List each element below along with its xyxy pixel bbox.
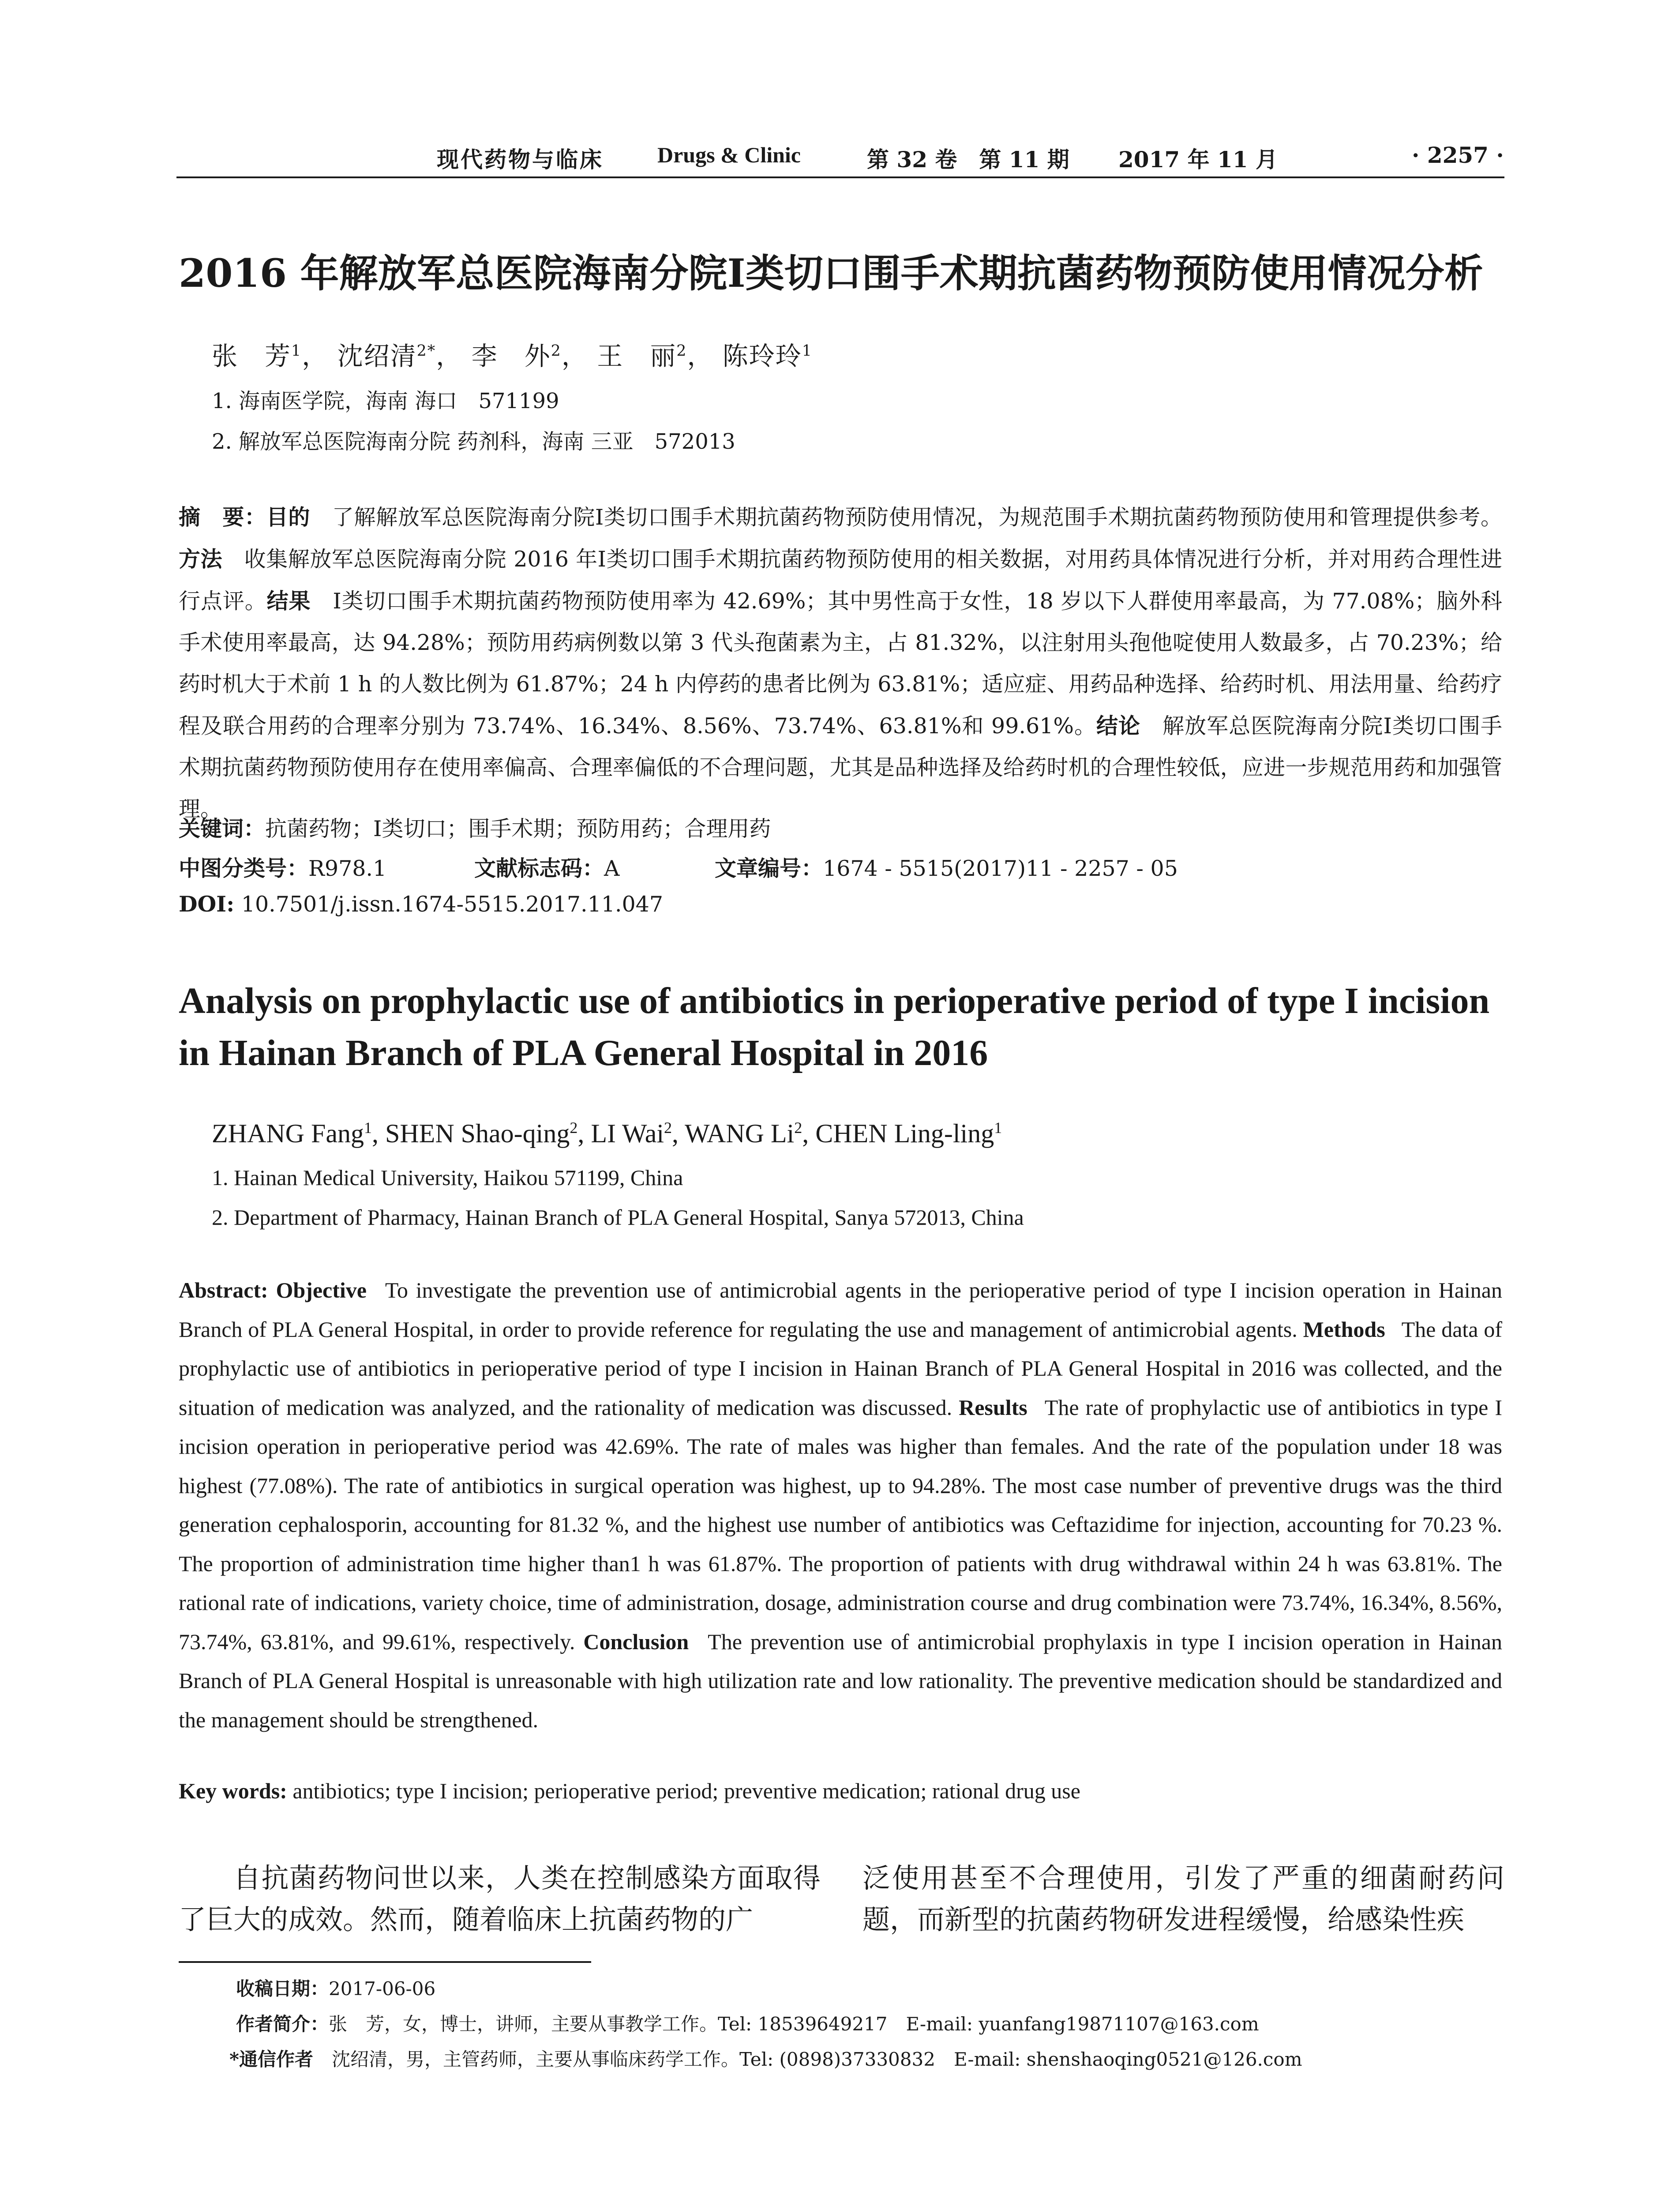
author-name: CHEN Ling-ling xyxy=(815,1119,994,1148)
document-code xyxy=(474,852,619,882)
results-label: 结果 xyxy=(266,588,311,614)
author-affil-mark: 1 xyxy=(802,342,813,360)
author-bio-text: 张 芳，女，博士，讲师，主要从事教学工作。Tel: 18539649217 E-mail: yuanfang19871107@163.com xyxy=(329,2013,1259,2035)
article-title-cn: 2016 年解放军总医院海南分院Ⅰ类切口围手术期抗菌药物预防使用情况分析 xyxy=(179,250,1483,296)
results-text-en: The rate of prophylactic use of antibiotics in type I incision operation in perioperative period was 42.69%. The rate of males was higher than females. And the rate of the population under 18 was highest (77.08%). The rate of antibiotics in surgical operation was highest, up to 94.28%. The most case number of preventive drugs was the third generation cephalosporin, accounting for 81.32 %, and the highest use number of antibiotics was Ceftazidime for injection, accounting for 70.23 %. The proportion of administration time higher than1 h was 61.87%. The proportion of patients with drug withdrawal within 24 h was 63.81%. The rational rate of indications, variety choice, time of administration, dosage, administration course and drug combination were 73.74%, 16.34%, 8.56%, 73.74%, 63.81%, and 99.61%, respectively. xyxy=(179,1395,1502,1654)
corresponding-text: 沈绍清，男，主管药师，主要从事临床药学工作。Tel: (0898)37330832 E-mail: shenshaoqing0521@126.com xyxy=(331,2048,1302,2070)
affiliation-cn-2: 2. 解放军总医院海南分院 药剂科，海南 三亚 572013 xyxy=(212,429,735,454)
affiliation-en-1: 1. Hainan Medical University, Haikou 571199, China xyxy=(212,1165,683,1190)
author-affil-mark: 1 xyxy=(291,342,302,360)
volume-issue: 第 32 卷 第 11 期 xyxy=(867,146,1069,173)
abstract-label: 摘 要： xyxy=(179,504,266,530)
author-affil-mark: 2 xyxy=(570,1119,578,1137)
doi xyxy=(179,891,663,917)
author-name: ZHANG Fang xyxy=(212,1119,364,1148)
results-text: Ⅰ类切口围手术期抗菌药物预防使用率为 42.69%；其中男性高于女性，18 岁以下人群使用率最高，为 77.08%；脑外科手术使用率最高，达 94.28%；预防用药病例数以第 3 代头孢菌素为主，占 81.32%，以注射用头孢他啶使用人数最多，占 70.23%；给药时机大于术前 1 h 的人数比例为 61.87%；24 h 内停药的患者比例为 63.81%；适应症、用药品种选择、给药时机、用法用量、给药疗程及联合用药的合理率分别为 73.74%、16.34%、8.56%、73.74%、63.81%和 99.61%。 xyxy=(179,589,1502,739)
conclusion-label-en: Conclusion xyxy=(583,1629,689,1654)
author-affil-mark: 2 xyxy=(676,342,687,360)
doc-label: 文献标志码： xyxy=(474,855,604,881)
author-affil-mark: 2* xyxy=(416,342,436,360)
body-column-1: 自抗菌药物问世以来，人类在控制感染方面取得了巨大的成效。然而，随着临床上抗菌药物的广 xyxy=(179,1862,821,1936)
article-value: 1674 - 5515(2017)11 - 2257 - 05 xyxy=(823,856,1178,881)
author-affil-mark: 2 xyxy=(551,342,562,360)
results-label-en: Results xyxy=(959,1395,1028,1420)
objective-text: 了解解放军总医院海南分院Ⅰ类切口围手术期抗菌药物预防使用情况，为规范围手术期抗菌药物预防使用和管理提供参考。 xyxy=(332,505,1502,530)
author-affil-mark: 2 xyxy=(794,1119,802,1137)
page-number: · 2257 · xyxy=(1412,142,1504,168)
author-name: 沈绍清 xyxy=(337,341,417,371)
keywords-en xyxy=(179,1778,1080,1804)
author-name: 张 芳 xyxy=(212,341,292,371)
header-rule xyxy=(176,176,1504,178)
abstract-label-en: Abstract: xyxy=(179,1278,268,1302)
methods-label-en: Methods xyxy=(1303,1317,1385,1342)
journal-name-cn: 现代药物与临床 xyxy=(437,146,604,173)
authors-cn: 张 芳$^1$， 沈绍清$^{2*}$， 李 外$^2$， 王 丽$^2$， 陈玲玲$^1$ xyxy=(212,341,813,371)
clc-value: R978.1 xyxy=(308,856,387,881)
keywords-cn xyxy=(179,812,771,843)
received-value: 2017-06-06 xyxy=(329,1978,436,2000)
conclusion-text-en: The prevention use of antimicrobial prophylaxis in type I incision operation in Hainan Branch of PLA General Hospital is unreasonable with high utilization rate and low rationality. The preventive medication should be standardized and the management should be strengthened. xyxy=(179,1629,1502,1732)
body-column-2: 泛使用甚至不合理使用，引发了严重的细菌耐药问题，而新型的抗菌药物研发进程缓慢，给感染性疾 xyxy=(862,1862,1504,1936)
abstract-cn xyxy=(179,496,1502,830)
abstract-en xyxy=(179,1271,1502,1739)
author-affil-mark: 1 xyxy=(994,1119,1002,1137)
corresponding-author xyxy=(229,2045,1302,2071)
author-name: 王 丽 xyxy=(597,341,677,371)
conclusion-label: 结论 xyxy=(1096,713,1141,739)
received-label: 收稿日期： xyxy=(236,1978,329,2000)
received-date xyxy=(236,1974,435,2001)
methods-text-en: The data of prophylactic use of antibiotics in perioperative period of type I incision in Hainan Branch of PLA General Hospital in 2016 was collected, and the situation of medication was analyzed, and the rationality of medication was discussed. xyxy=(179,1317,1502,1420)
author-affil-mark: 2 xyxy=(664,1119,672,1137)
keywords-label-en: Key words: xyxy=(179,1778,287,1803)
journal-name-en: Drugs & Clinic xyxy=(657,143,801,167)
author-name: LI Wai xyxy=(591,1119,664,1148)
methods-label: 方法 xyxy=(179,546,223,572)
article-title-en: Analysis on prophylactic use of antibiotics in perioperative period of type I incision in Hainan Branch of PLA General Hospital in 2016 xyxy=(179,980,1490,1073)
methods-text: 收集解放军总医院海南分院 2016 年Ⅰ类切口围手术期抗菌药物预防使用的相关数据，对用药具体情况进行分析，并对用药合理性进行点评。 xyxy=(179,547,1502,614)
affiliation-cn-1: 1. 海南医学院，海南 海口 571199 xyxy=(212,389,559,413)
classification-codes xyxy=(179,852,386,882)
issue-date: 2017 年 11 月 xyxy=(1118,146,1278,173)
author-bio xyxy=(236,2010,1259,2036)
article-number xyxy=(715,852,1178,882)
objective-label: 目的 xyxy=(266,504,311,530)
objective-text-en: To investigate the prevention use of antimicrobial agents in the perioperative period of type I incision operation in Hainan Branch of PLA General Hospital, in order to provide reference for regulating the use and management of antimicrobial agents. xyxy=(179,1278,1502,1342)
affiliation-en-2: 2. Department of Pharmacy, Hainan Branch of PLA General Hospital, Sanya 572013, China xyxy=(212,1205,1024,1230)
corresponding-label: *通信作者 xyxy=(229,2048,313,2070)
author-name: 李 外 xyxy=(471,341,551,371)
clc-label: 中图分类号： xyxy=(179,855,309,881)
article-label: 文章编号： xyxy=(715,855,823,881)
author-affil-mark: 1 xyxy=(364,1119,372,1137)
author-bio-label: 作者简介： xyxy=(236,2013,329,2035)
objective-label-en: Objective xyxy=(276,1278,367,1302)
author-name: WANG Li xyxy=(684,1119,795,1148)
author-name: 陈玲玲 xyxy=(722,341,802,371)
doc-value: A xyxy=(604,856,620,881)
keywords-text-en: antibiotics; type I incision; perioperative period; preventive medication; rational drug use xyxy=(292,1778,1080,1803)
footnote-rule xyxy=(179,1961,591,1963)
keywords-label: 关键词： xyxy=(179,816,266,841)
doi-label: DOI: xyxy=(179,891,235,917)
doi-value: 10.7501/j.issn.1674-5515.2017.11.047 xyxy=(241,892,664,917)
keywords-text: 抗菌药物；Ⅰ类切口；围手术期；预防用药；合理用药 xyxy=(265,816,771,841)
author-name: SHEN Shao-qing xyxy=(385,1119,570,1148)
authors-en: ZHANG Fang$^1$, SHEN Shao-qing$^2$, LI Wai$^2$, WANG Li$^2$, CHEN Ling-ling$^1$ xyxy=(212,1119,1002,1148)
conclusion-text: 解放军总医院海南分院Ⅰ类切口围手术期抗菌药物预防使用存在使用率偏高、合理率偏低的不合理问题，尤其是品种选择及给药时机的合理性较低，应进一步规范用药和加强管理。 xyxy=(179,713,1502,822)
